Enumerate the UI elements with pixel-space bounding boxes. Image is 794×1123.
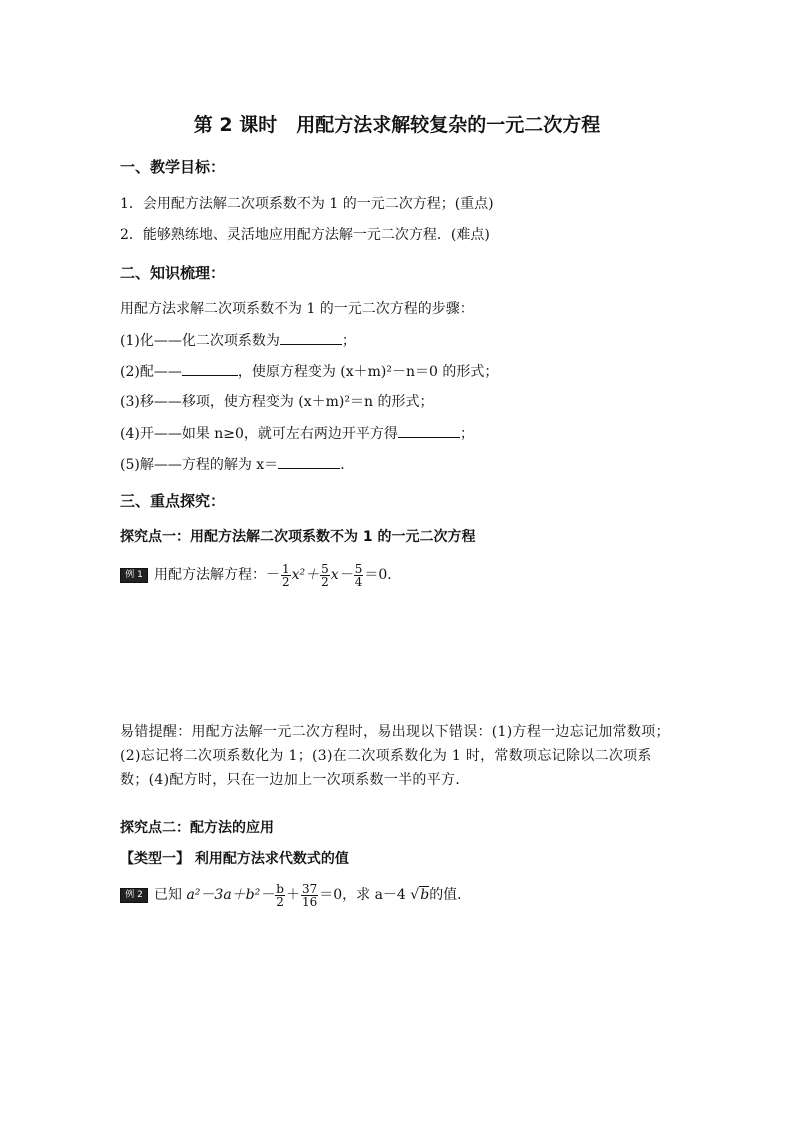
step-2 — [120, 361, 684, 382]
step-1-text: (1)化——化二次项系数为 — [120, 333, 280, 349]
type-1-heading: 【类型一】 利用配方法求代数式的值 — [120, 851, 349, 867]
example-2-text: 已知 — [154, 887, 182, 903]
step-5 — [120, 454, 684, 475]
example-1 — [120, 562, 684, 588]
page-title: 第 2 课时 用配方法求解较复杂的一元二次方程 — [193, 114, 601, 136]
sqrt-icon: √ — [410, 887, 420, 903]
step-4-text: (4)开——如果 n≥0，就可左右两边开平方得 — [120, 426, 398, 442]
eq1-minus: － — [266, 567, 280, 583]
eq1-frac-2-den: 2 — [321, 574, 329, 589]
step-4 — [120, 423, 684, 444]
eq1-frac-1-num: 1 — [282, 561, 290, 576]
example-1-text: 用配方法解方程： — [154, 567, 266, 583]
step-2-text: (2)配—— — [120, 364, 182, 380]
eq2-frac-2-num: 37 — [301, 881, 318, 896]
eq2-frac-1-den: 2 — [276, 894, 284, 909]
blank-5[interactable] — [278, 454, 340, 469]
section-explore-heading: 三、重点探究： — [120, 492, 226, 510]
step-1-tail: ； — [341, 333, 356, 349]
eq2-sqrt-arg: b — [420, 887, 430, 903]
section-knowledge-heading: 二、知识梳理： — [120, 264, 226, 282]
eq1-frac-2 — [320, 563, 330, 588]
eq1-frac-1 — [281, 563, 291, 588]
goal-item-1: 1．会用配方法解二次项系数不为 1 的一元二次方程；(重点) — [120, 196, 494, 212]
step-3: (3)移——移项，使方程变为 (x＋m)²＝n 的形式； — [120, 394, 434, 410]
blank-4[interactable] — [398, 423, 460, 438]
eq1-frac-3 — [354, 563, 364, 588]
eq2-frac-2-den: 16 — [301, 894, 318, 909]
blank-1[interactable] — [280, 330, 342, 345]
eq1-x2: x²＋ — [291, 567, 320, 583]
example-2-badge: 例 2 — [120, 888, 148, 903]
eq2-end: 的值． — [429, 887, 472, 903]
knowledge-intro: 用配方法求解二次项系数不为 1 的一元二次方程的步骤： — [120, 301, 474, 317]
eq1-tail: ＝0. — [364, 567, 392, 583]
eq1-frac-2-num: 5 — [321, 561, 329, 576]
eq2-frac-2 — [301, 883, 318, 908]
explore-point-2: 探究点二：配方法的应用 — [120, 820, 274, 836]
section-goals-heading: 一、教学目标： — [120, 158, 226, 176]
eq1-frac-3-num: 5 — [354, 561, 363, 576]
eq2-part-1: a²－3a＋b²－ — [186, 887, 275, 903]
goal-item-2: 2．能够熟练地、灵活地应用配方法解一元二次方程．(难点) — [120, 227, 490, 243]
step-2-tail: ，使原方程变为 (x＋m)²－n＝0 的形式； — [237, 364, 499, 380]
eq1-frac-1-den: 2 — [282, 574, 290, 589]
eq2-frac-1 — [275, 883, 285, 908]
step-5-tail: ． — [340, 457, 355, 473]
eq2-frac-1-num: b — [276, 881, 284, 896]
step-5-text: (5)解——方程的解为 x＝ — [120, 457, 279, 473]
eq2-tail: ＝0，求 a－4 — [319, 887, 406, 903]
step-1 — [120, 330, 684, 351]
error-tip: 易错提醒：用配方法解一元二次方程时，易出现以下错误：(1)方程一边忘记加常数项；(2)忘记将二次项系数化为 1；(3)在二次项系数化为 1 时，常数项忘记除以二次项系数；(4)配方时，只在一边加上一次项系数一半的平方． — [120, 724, 670, 788]
example-1-badge: 例 1 — [120, 568, 148, 583]
example-2 — [120, 880, 684, 910]
eq2-plus: ＋ — [285, 887, 300, 903]
eq1-x: x－ — [330, 567, 353, 583]
blank-2[interactable] — [182, 361, 238, 376]
explore-point-1: 探究点一：用配方法解二次项系数不为 1 的一元二次方程 — [120, 529, 476, 545]
step-4-tail: ； — [459, 426, 474, 442]
eq1-frac-3-den: 4 — [354, 574, 363, 589]
